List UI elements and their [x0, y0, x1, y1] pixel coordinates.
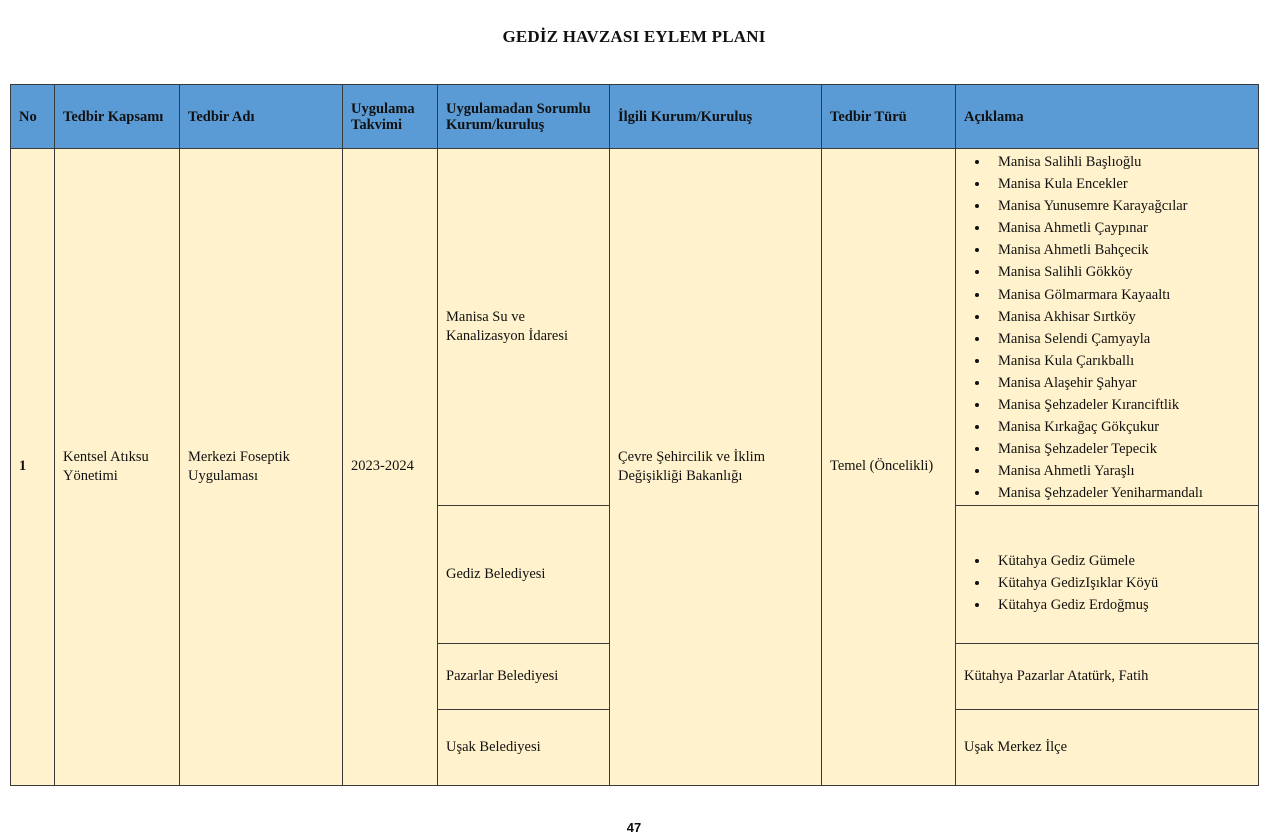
list-item: • Manisa Alaşehir Şahyar [990, 372, 1250, 394]
list-item: • Manisa Şehzadeler Yeniharmandalı [990, 482, 1250, 504]
cell-description-3: Kütahya Pazarlar Atatürk, Fatih [956, 643, 1259, 709]
list-item: • Kütahya Gediz Gümele [990, 550, 1250, 572]
cell-description-4: Uşak Merkez İlçe [956, 709, 1259, 785]
action-plan-table [10, 84, 1259, 786]
list-item: • Manisa Gölmarmara Kayaaltı [990, 284, 1250, 306]
cell-schedule: 2023-2024 [343, 149, 438, 786]
settlement-list-gediz [964, 533, 1250, 616]
settlement-list-manisa [964, 149, 1250, 505]
cell-related: Çevre Şehircilik ve İklim Değişikliği Bakanlığı [610, 149, 822, 786]
header-responsible: Uygulamadan Sorumlu Kurum/kuruluş [438, 85, 610, 149]
list-item: • Manisa Kırkağaç Gökçukur [990, 416, 1250, 438]
list-item: • Manisa Şehzadeler Tepecik [990, 438, 1250, 460]
table-row [11, 149, 1259, 506]
cell-type: Temel (Öncelikli) [822, 149, 956, 786]
header-type: Tedbir Türü [822, 85, 956, 149]
list-item: • Manisa Salihli Gökköy [990, 261, 1250, 283]
header-name: Tedbir Adı [180, 85, 343, 149]
page-title: GEDİZ HAVZASI EYLEM PLANI [502, 27, 766, 46]
cell-scope: Kentsel Atıksu Yönetimi [55, 149, 180, 786]
list-item: • Manisa Akhisar Sırtköy [990, 306, 1250, 328]
list-item: • Manisa Ahmetli Yaraşlı [990, 460, 1250, 482]
list-item: • Manisa Şehzadeler Kıranciftlik [990, 394, 1250, 416]
header-related: İlgili Kurum/Kuruluş [610, 85, 822, 149]
list-item: • Kütahya Gediz Erdoğmuş [990, 594, 1250, 616]
page-number: 47 [626, 820, 642, 835]
header-schedule: Uygulama Takvimi [343, 85, 438, 149]
cell-responsible-1: Manisa Su ve Kanalizasyon İdaresi [438, 149, 610, 506]
list-item: • Manisa Kula Encekler [990, 173, 1250, 195]
cell-name: Merkezi Foseptik Uygulaması [180, 149, 343, 786]
list-item: • Kütahya GedizIşıklar Köyü [990, 572, 1250, 594]
header-scope: Tedbir Kapsamı [55, 85, 180, 149]
cell-no: 1 [11, 149, 55, 786]
list-item: • Manisa Salihli Başlıoğlu [990, 151, 1250, 173]
header-no: No [11, 85, 55, 149]
list-item: • Manisa Ahmetli Çaypınar [990, 217, 1250, 239]
cell-responsible-3: Pazarlar Belediyesi [438, 643, 610, 709]
header-description: Açıklama [956, 85, 1259, 149]
cell-description-2 [956, 505, 1259, 643]
list-item: • Manisa Ahmetli Bahçecik [990, 239, 1250, 261]
cell-responsible-4: Uşak Belediyesi [438, 709, 610, 785]
list-item: • Manisa Selendi Çamyayla [990, 328, 1250, 350]
list-item: • Manisa Kula Çarıkballı [990, 350, 1250, 372]
cell-description-1 [956, 149, 1259, 506]
cell-responsible-2: Gediz Belediyesi [438, 505, 610, 643]
table-header-row [11, 85, 1259, 149]
list-item: • Manisa Yunusemre Karayağcılar [990, 195, 1250, 217]
